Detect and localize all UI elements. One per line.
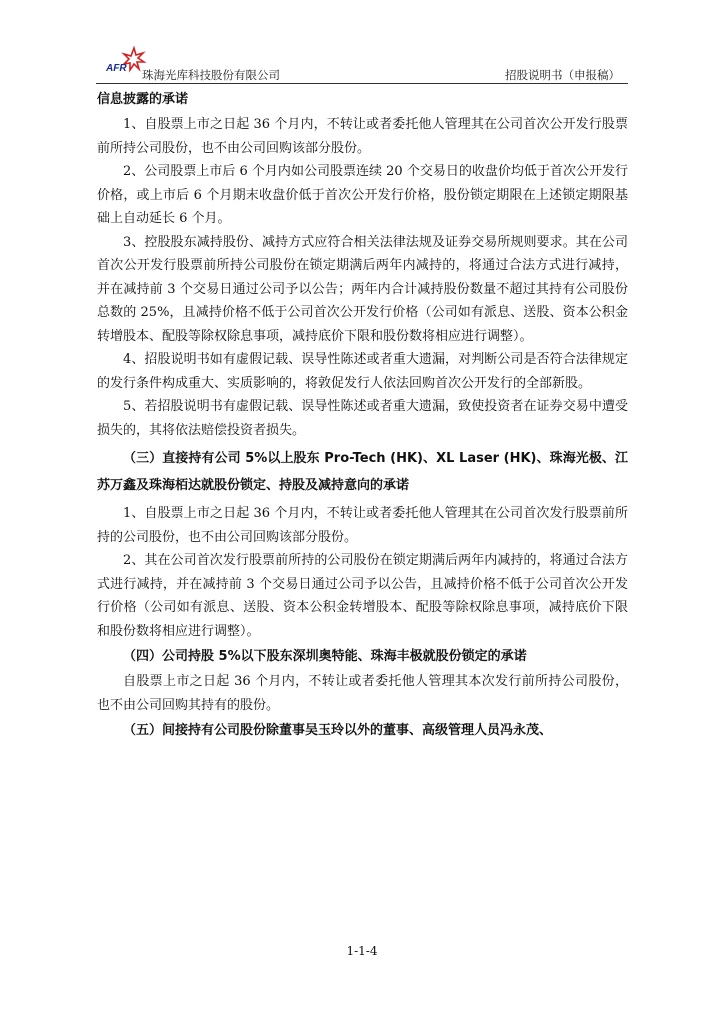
paragraph: 3、控股股东减持股份、减持方式应符合相关法律法规及证券交易所规则要求。其在公司首次公开发行股票前所持公司股份在锁定期满后两年内减持的，将通过合法方式进行减持，并在减持前 3 个交易日通过公司予以公告；两年内合计减持股份数量不超过其持有公司股份总数的 25%，且减持价格不低于公司首次公开发行价格（公司如有派息、送股、资本公积金转增股本、配股等除权除息事项，减持底价下限和股份数将相应进行调整）。: [97, 234, 628, 344]
section-heading-4: （四）公司持股 5%以下股东深圳奥特能、珠海丰极就股份锁定的承诺: [123, 649, 527, 664]
paragraph: 5、若招股说明书有虚假记载、误导性陈述或者重大遗漏，致使投资者在证券交易中遭受损失的，其将依法赔偿投资者损失。: [97, 399, 628, 438]
paragraph: 2、公司股票上市后 6 个月内如公司股票连续 20 个交易日的收盘价均低于首次公开发行价格，或上市后 6 个月期末收盘价低于首次公开发行价格，股份锁定期限在上述锁定期限基础上自动延长 6 个月。: [97, 164, 628, 226]
paragraph: 2、其在公司首次发行股票前所持的公司股份在锁定期满后两年内减持的，将通过合法方式进行减持，并在减持前 3 个交易日通过公司予以公告，且减持价格不低于公司首次公开发行价格（公司如有派息、送股、资本公积金转增股本、配股等除权除息事项，减持底价下限和股份数将相应进行调整）。: [97, 553, 628, 639]
paragraph: 4、招股说明书如有虚假记载、误导性陈述或者重大遗漏，对判断公司是否符合法律规定的发行条件构成重大、实质影响的，将敦促发行人依法回购首次公开发行的全部新股。: [97, 352, 628, 391]
document-body: [97, 86, 628, 744]
page-number: 1-1-4: [346, 944, 378, 958]
paragraph: 自股票上市之日起 36 个月内，不转让或者委托他人管理其本次发行前所持公司股份，也不由公司回购其持有的股份。: [97, 674, 628, 713]
section-heading-continued: 信息披露的承诺: [97, 92, 189, 107]
header-divider: [96, 83, 628, 84]
company-name: 珠海光库科技股份有限公司: [142, 68, 280, 82]
svg-text:AFR: AFR: [106, 63, 127, 74]
page-header: [96, 40, 628, 86]
document-type: 招股说明书（申报稿）: [505, 68, 620, 82]
paragraph: 1、自股票上市之日起 36 个月内，不转让或者委托他人管理其在公司首次发行股票前所持的公司股份，也不由公司回购该部分股份。: [97, 506, 628, 545]
section-heading-3: （三）直接持有公司 5%以上股东 Pro-Tech (HK)、XL Laser (HK)、珠海光极、江苏万鑫及珠海栢达就股份锁定、持股及减持意向的承诺: [97, 451, 628, 493]
paragraph: 1、自股票上市之日起 36 个月内，不转让或者委托他人管理其在公司首次公开发行股票前所持公司股份，也不由公司回购该部分股份。: [97, 117, 628, 156]
section-heading-5: （五）间接持有公司股份除董事吴玉玲以外的董事、高级管理人员冯永茂、: [123, 723, 553, 738]
